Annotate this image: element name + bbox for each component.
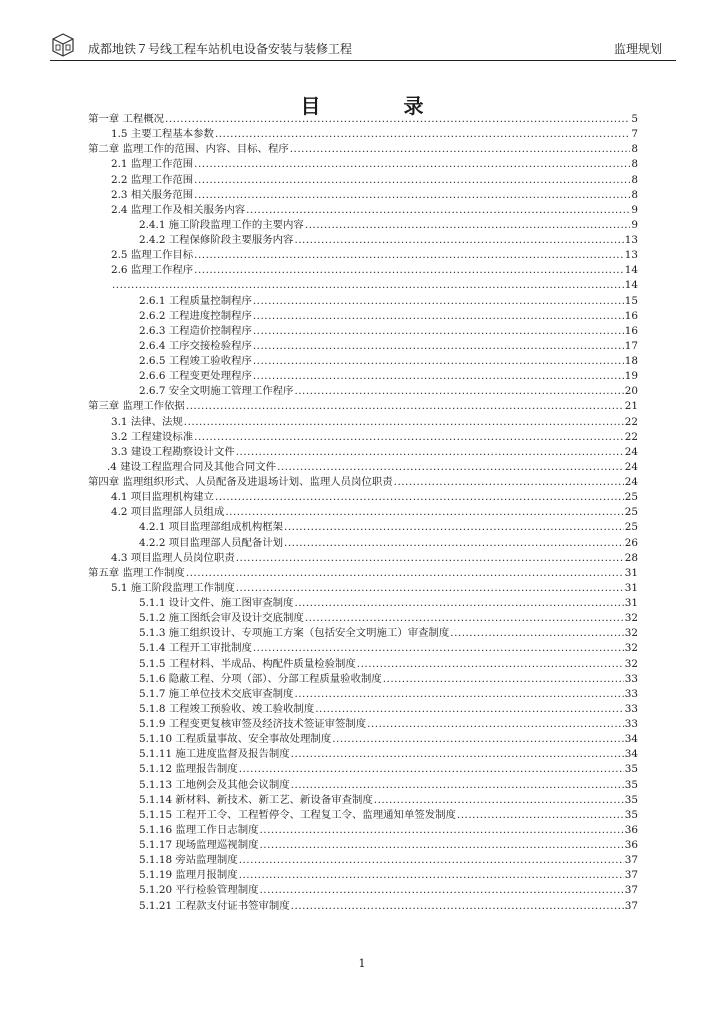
toc-entry[interactable] (88, 808, 638, 823)
toc-entry-page: 16 (624, 309, 638, 322)
toc-leader-dots (253, 309, 624, 324)
toc-leader-dots (239, 853, 624, 868)
toc-entry-page: 20 (624, 385, 638, 398)
toc-entry-page: 31 (624, 581, 638, 594)
toc-entry-page: 19 (624, 370, 638, 383)
toc-leader-dots (294, 596, 623, 611)
toc-entry-page: 9 (631, 203, 638, 216)
toc-entry-label: 5.1.10 工程质量事故、安全事故处理制度 (139, 733, 332, 746)
toc-entry-label: 2.6.3 工程造价控制程序 (139, 324, 252, 337)
toc-entry[interactable] (88, 778, 638, 793)
toc-entry[interactable] (88, 853, 638, 868)
toc-entry[interactable] (88, 581, 638, 596)
toc-entry-label: 2.6.5 工程竣工验收程序 (139, 355, 252, 367)
toc-leader-dots (194, 157, 630, 172)
toc-entry-page: 25 (624, 506, 638, 519)
toc-entry-page: 26 (624, 536, 638, 549)
toc-entry-label: 第三章 监理工作依据 (88, 400, 185, 413)
toc-leader-dots (184, 415, 624, 430)
toc-entry-label: 5.1.2 施工图纸会审及设计交底制度 (139, 612, 304, 625)
toc-entry[interactable] (88, 339, 638, 354)
toc-entry-page: 32 (624, 642, 638, 655)
toc-entry-page: 31 (624, 566, 638, 579)
toc-entry-label: 第二章 监理工作的范围、内容、目标、程序 (88, 143, 289, 156)
toc-entry[interactable] (88, 233, 638, 248)
toc-entry-label: 5.1.5 工程材料、半成品、构配件质量检验制度 (139, 657, 356, 670)
toc-leader-dots (215, 127, 630, 142)
toc-entry[interactable] (88, 505, 638, 520)
toc-entry[interactable] (88, 294, 638, 309)
toc-entry[interactable] (88, 157, 638, 172)
toc-entry-label: 5.1.16 监理工作日志制度 (139, 823, 259, 836)
toc-leader-dots (277, 460, 624, 475)
toc-entry-page: 24 (624, 445, 638, 458)
toc-entry-page: 31 (624, 597, 638, 609)
toc-entry-page: 37 (624, 899, 638, 912)
toc-entry[interactable] (88, 430, 638, 445)
toc-entry-label: 第四章 监理组织形式、人员配备及进退场计划、监理人员岗位职责 (88, 476, 393, 488)
toc-leader-dots (457, 808, 624, 823)
toc-entry[interactable] (88, 868, 638, 883)
toc-leader-dots (357, 657, 624, 672)
toc-entry-label: 4.1 项目监理机构建立 (111, 491, 214, 504)
toc-entry-page: 33 (624, 672, 638, 685)
toc-entry-label: 5.1.9 工程变更复核审签及经济技术签证审签制度 (139, 718, 367, 730)
toc-entry-label: 5.1.3 施工组织设计、专项施工方案（包括安全文明施工）审查制度 (139, 627, 450, 640)
toc-entry-label: .4 建设工程监理合同及其他合同文件 (107, 460, 277, 473)
toc-entry[interactable] (88, 611, 638, 626)
toc-leader-dots (253, 294, 624, 309)
header-project-title: 成都地铁７号线工程车站机电设备安装与装修工程 (88, 42, 353, 56)
toc-entry[interactable] (88, 173, 638, 188)
toc-leader-dots (194, 248, 624, 263)
toc-entry-page: 22 (624, 415, 638, 428)
toc-leader-dots (374, 793, 624, 808)
toc-entry[interactable] (88, 490, 638, 505)
page-number: 1 (358, 957, 366, 970)
toc-title: 目 录 (300, 94, 462, 118)
toc-entry[interactable] (88, 354, 638, 369)
toc-leader-dots (294, 384, 623, 399)
toc-entry-label: 2.4.2 工程保修阶段主要服务内容 (139, 234, 294, 246)
toc-entry[interactable] (88, 641, 638, 656)
toc-entry-page: 33 (624, 687, 638, 700)
toc-entry-label: 5.1.19 监理月报制度 (139, 869, 238, 882)
toc-leader-dots (294, 687, 623, 702)
toc-entry[interactable] (88, 460, 638, 475)
toc-entry-label: 4.3 项目监理人员岗位职责 (111, 551, 235, 564)
toc-entry-page: 9 (631, 218, 638, 231)
toc-entry-label: 5.1.8 工程竣工预验收、竣工验收制度 (139, 702, 315, 715)
toc-entry-page: 37 (624, 854, 638, 867)
toc-entry[interactable] (88, 278, 638, 293)
toc-entry[interactable] (88, 203, 638, 218)
toc-entry-page: 17 (624, 339, 638, 352)
toc-entry-label: 5.1.13 工地例会及其他会议制度 (139, 778, 290, 791)
toc-entry[interactable] (88, 566, 638, 581)
toc-entry-page: 8 (631, 158, 638, 171)
toc-leader-dots (383, 672, 624, 687)
toc-entry-page: 32 (624, 627, 638, 640)
toc-entry-page: 33 (624, 702, 638, 715)
toc-leader-dots (239, 762, 624, 777)
toc-entry[interactable] (88, 596, 638, 611)
toc-leader-dots (165, 112, 630, 127)
toc-entry[interactable] (88, 415, 638, 430)
toc-entry-page: 25 (624, 491, 638, 504)
toc-entry[interactable] (88, 127, 638, 142)
toc-entry-label: 5.1.4 工程开工审批制度 (139, 642, 252, 655)
toc-entry-page: 35 (624, 793, 638, 806)
toc-entry[interactable] (88, 883, 638, 898)
toc-entry[interactable] (88, 309, 638, 324)
toc-entry[interactable] (88, 687, 638, 702)
toc-entry[interactable] (88, 551, 638, 566)
toc-leader-dots (194, 263, 624, 278)
toc-entry-label: 4.2.1 项目监理部组成机构框架 (139, 521, 284, 534)
toc-entry-label: 2.4.1 施工阶段监理工作的主要内容 (139, 218, 304, 231)
toc-entry-page: 25 (624, 521, 638, 534)
toc-leader-dots (194, 430, 624, 445)
toc-leader-dots (305, 611, 624, 626)
toc-entry-page: 37 (624, 884, 638, 897)
toc-leader-dots (259, 883, 623, 898)
toc-entry-page: 13 (624, 234, 638, 246)
toc-entry-page: 7 (631, 128, 638, 141)
toc-entry[interactable] (88, 793, 638, 808)
toc-entry[interactable] (88, 324, 638, 339)
toc-entry-page: 36 (624, 839, 638, 851)
toc-entry-label: 5.1.20 平行检验管理制度 (139, 884, 259, 897)
toc-entry-page: 35 (624, 763, 638, 776)
page-header (50, 30, 676, 61)
toc-entry-page: 37 (624, 869, 638, 882)
toc-leader-dots (239, 868, 624, 883)
toc-entry[interactable] (88, 445, 638, 460)
toc-entry-label: 2.6.2 工程进度控制程序 (139, 309, 252, 322)
toc-entry[interactable] (88, 626, 638, 641)
toc-entry-page: 13 (624, 249, 638, 262)
toc-entry-page: 14 (624, 279, 638, 292)
toc-entry-label: 4.2 项目监理部人员组成 (111, 506, 225, 519)
toc-leader-dots (305, 218, 631, 233)
toc-entry-page: 15 (624, 294, 638, 307)
toc-entry-page: 8 (631, 188, 638, 201)
toc-entry-label: 3.1 法律、法规 (111, 415, 183, 428)
toc-entry-label: 3.2 工程建设标准 (111, 430, 194, 443)
toc-entry[interactable] (88, 475, 638, 490)
toc-entry[interactable] (88, 823, 638, 838)
toc-leader-dots (236, 551, 624, 566)
toc-entry-page: 24 (624, 476, 638, 488)
toc-entry-label: 5.1.14 新材料、新技术、新工艺、新设备审查制度 (139, 793, 373, 806)
toc-entry[interactable] (88, 399, 638, 414)
toc-entry-page: 35 (624, 778, 638, 791)
toc-entry[interactable] (88, 520, 638, 535)
toc-entry-page: 34 (624, 748, 638, 761)
toc-entry[interactable] (88, 142, 638, 157)
toc-entry-page: 18 (624, 355, 638, 367)
toc-entry-page: 16 (624, 324, 638, 337)
toc-leader-dots (253, 324, 624, 339)
toc-leader-dots (253, 339, 624, 354)
toc-entry-label: 5.1.15 工程开工令、工程暂停令、工程复工令、监理通知单签发制度 (139, 808, 456, 821)
toc-leader-dots (246, 203, 630, 218)
toc-entry-page: 28 (624, 551, 638, 564)
table-of-contents (88, 112, 638, 914)
toc-leader-dots (291, 899, 624, 914)
toc-leader-dots (225, 505, 623, 520)
toc-leader-dots (291, 747, 624, 762)
toc-leader-dots (259, 823, 623, 838)
toc-leader-dots (215, 490, 624, 505)
toc-entry[interactable] (88, 248, 638, 263)
toc-leader-dots (332, 732, 624, 747)
toc-entry-page: 22 (624, 430, 638, 443)
toc-entry-page: 14 (624, 264, 638, 277)
toc-entry-label: 5.1.12 监理报告制度 (139, 763, 238, 776)
toc-entry-page: 8 (631, 173, 638, 186)
toc-leader-dots (290, 142, 631, 157)
toc-leader-dots (253, 369, 624, 384)
toc-entry[interactable] (88, 899, 638, 914)
toc-leader-dots (236, 445, 624, 460)
toc-entry-label: 5.1.7 施工单位技术交底审查制度 (139, 687, 294, 700)
toc-leader-dots (367, 717, 624, 732)
toc-leader-dots (194, 173, 630, 188)
toc-entry[interactable] (88, 717, 638, 732)
toc-entry[interactable] (88, 747, 638, 762)
toc-entry[interactable] (88, 657, 638, 672)
toc-entry-label: 2.6.4 工序交接检验程序 (139, 339, 252, 352)
toc-entry[interactable] (88, 838, 638, 853)
toc-entry[interactable] (88, 188, 638, 203)
toc-entry[interactable] (88, 672, 638, 687)
toc-entry[interactable] (88, 218, 638, 233)
toc-leader-dots (186, 566, 624, 581)
toc-entry-label: 2.6.6 工程变更处理程序 (139, 370, 252, 383)
toc-entry[interactable] (88, 369, 638, 384)
toc-entry-label: 2.3 相关服务范围 (111, 188, 194, 201)
toc-leader-dots (253, 354, 624, 369)
toc-entry-page: 33 (624, 718, 638, 730)
toc-entry-label: 5.1.21 工程款支付证书签审制度 (139, 899, 290, 912)
toc-entry-label: 第一章 工程概况 (88, 113, 165, 125)
toc-entry-label: 1.5 主要工程基本参数 (111, 128, 214, 141)
toc-leader-dots (294, 233, 623, 248)
toc-entry[interactable] (88, 384, 638, 399)
toc-entry-label: 2.6.7 安全文明施工管理工作程序 (139, 385, 294, 398)
toc-leader-dots (450, 626, 623, 641)
toc-entry-label: 2.4 监理工作及相关服务内容 (111, 203, 246, 216)
toc-entry-label: 5.1.17 现场监理巡视制度 (139, 839, 259, 851)
toc-entry[interactable] (88, 263, 638, 278)
toc-entry-page: 24 (624, 460, 638, 473)
toc-entry[interactable] (88, 112, 638, 127)
toc-entry-label: 5.1.1 设计文件、施工图审查制度 (139, 597, 294, 609)
toc-entry-page: 32 (624, 612, 638, 625)
toc-entry-label: 2.5 监理工作目标 (111, 249, 194, 262)
cube-logo-icon (50, 32, 76, 58)
toc-entry-label: 5.1 施工阶段监理工作制度 (111, 581, 235, 594)
toc-leader-dots (284, 520, 624, 535)
toc-entry-label: 2.6 监理工作程序 (111, 264, 194, 277)
header-document-type: 监理规划 (613, 42, 662, 56)
toc-leader-dots (194, 188, 630, 203)
toc-entry[interactable] (88, 702, 638, 717)
toc-leader-dots (186, 399, 624, 414)
toc-entry[interactable] (88, 536, 638, 551)
toc-leader-dots (236, 581, 624, 596)
toc-leader-dots (284, 536, 624, 551)
toc-entry-label: 5.1.6 隐蔽工程、分项（部）、分部工程质量验收制度 (139, 672, 382, 685)
toc-entry[interactable] (88, 762, 638, 777)
toc-entry-label: 5.1.11 施工进度监督及报告制度 (139, 748, 290, 761)
toc-entry[interactable] (88, 732, 638, 747)
toc-leader-dots (112, 278, 624, 293)
toc-leader-dots (394, 475, 624, 490)
toc-entry-label: 3.3 建设工程勘察设计文件 (111, 445, 235, 458)
toc-entry-page: 36 (624, 823, 638, 836)
toc-entry-page: 32 (624, 657, 638, 670)
toc-entry-page: 8 (631, 143, 638, 156)
toc-entry-label: 5.1.18 旁站监理制度 (139, 854, 238, 867)
toc-entry-label: 2.6.1 工程质量控制程序 (139, 294, 252, 307)
toc-entry-label: 4.2.2 项目监理部人员配备计划 (139, 536, 284, 549)
toc-entry-page: 21 (624, 400, 638, 413)
toc-leader-dots (253, 641, 624, 656)
toc-entry-page: 5 (631, 113, 638, 125)
toc-leader-dots (315, 702, 624, 717)
toc-entry-page: 34 (624, 733, 638, 746)
toc-entry-label: 2.1 监理工作范围 (111, 158, 194, 171)
toc-entry-page: 35 (624, 808, 638, 821)
toc-leader-dots (259, 838, 623, 853)
toc-leader-dots (291, 778, 624, 793)
toc-entry-label: 第五章 监理工作制度 (88, 566, 185, 579)
toc-entry-label: 2.2 监理工作范围 (111, 173, 194, 186)
